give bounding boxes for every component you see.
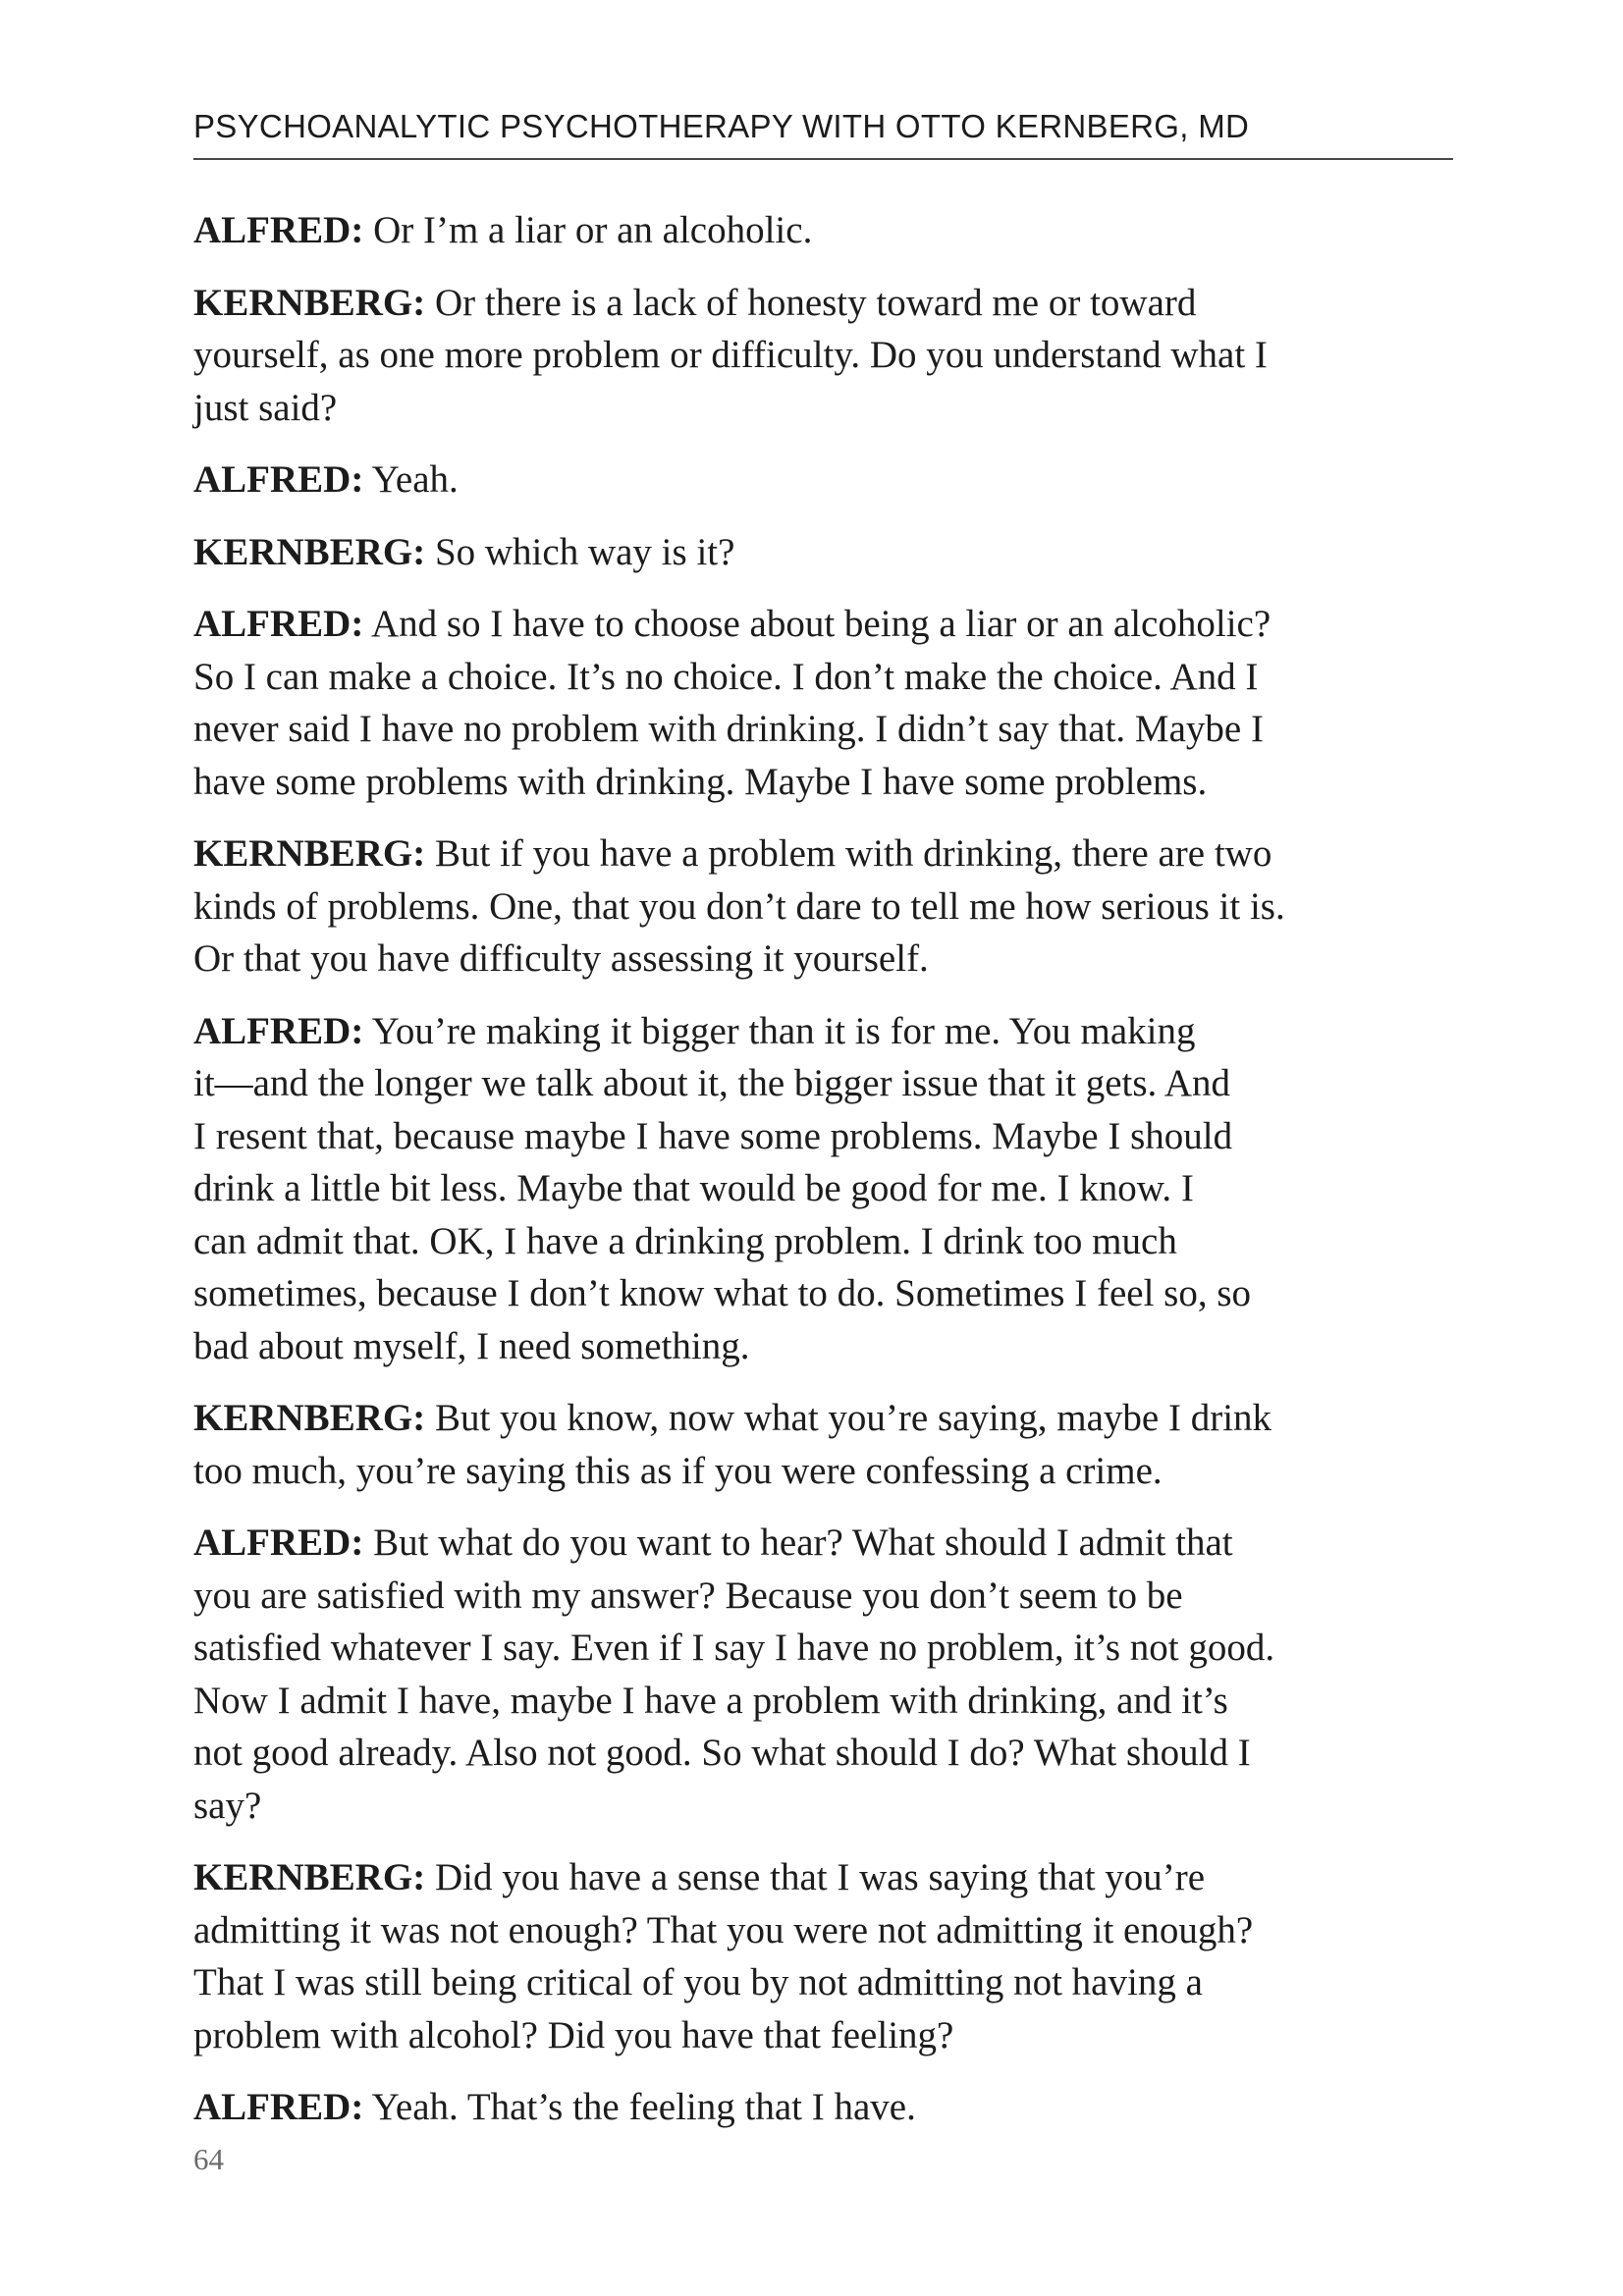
dialogue-line: you are satisfied with my answer? Because you don’t seem to be — [193, 1574, 1183, 1617]
dialogue-line: bad about myself, I need something. — [193, 1324, 750, 1367]
speaker-label: ALFRED: — [193, 1009, 364, 1052]
speaker-label: ALFRED: — [193, 209, 364, 251]
dialogue-line: I resent that, because maybe I have some problems. Maybe I should — [193, 1114, 1233, 1157]
page-number: 64 — [193, 2142, 224, 2176]
speaker-label: KERNBERG: — [193, 832, 426, 875]
transcript-body — [193, 204, 1470, 2154]
dialogue-line: Or there is a lack of honesty toward me or toward — [434, 281, 1197, 324]
dialogue-turn — [193, 598, 1470, 808]
dialogue-line: admitting it was not enough? That you were not admitting it enough? — [193, 1908, 1254, 1951]
dialogue-line: kinds of problems. One, that you don’t dare to tell me how serious it is. — [193, 884, 1285, 928]
dialogue-turn — [193, 2081, 1470, 2134]
dialogue-turn — [193, 1392, 1470, 1497]
speaker-label: ALFRED: — [193, 603, 364, 645]
header-rule-divider — [193, 158, 1453, 160]
speaker-label: ALFRED: — [193, 1522, 364, 1564]
dialogue-line: Did you have a sense that I was saying that you’re — [434, 1856, 1206, 1898]
dialogue-line: problem with alcohol? Did you have that feeling? — [193, 2013, 954, 2056]
dialogue-line: But if you have a problem with drinking, there are two — [434, 832, 1272, 875]
dialogue-line: And so I have to choose about being a liar or an alcoholic? — [370, 603, 1271, 645]
speaker-label: KERNBERG: — [193, 281, 426, 324]
dialogue-line: That I was still being critical of you by not admitting not having a — [193, 1961, 1203, 2003]
dialogue-turn — [193, 204, 1470, 257]
dialogue-line: So which way is it? — [434, 530, 735, 573]
dialogue-line: sometimes, because I don’t know what to do. Sometimes I feel so, so — [193, 1272, 1252, 1314]
dialogue-line: But you know, now what you’re saying, maybe I drink — [434, 1397, 1272, 1439]
dialogue-line: have some problems with drinking. Maybe I have some problems. — [193, 760, 1208, 803]
running-head-title: PSYCHOANALYTIC PSYCHOTHERAPY WITH OTTO KERNBERG, MD — [193, 108, 1250, 144]
speaker-label: ALFRED: — [193, 458, 364, 501]
dialogue-line: But what do you want to hear? What should I admit that — [373, 1522, 1233, 1564]
dialogue-line: Now I admit I have, maybe I have a problem with drinking, and it’s — [193, 1679, 1228, 1722]
speaker-label: KERNBERG: — [193, 530, 426, 573]
dialogue-line: can admit that. OK, I have a drinking problem. I drink too much — [193, 1219, 1177, 1262]
speaker-label: KERNBERG: — [193, 1397, 426, 1439]
dialogue-line: satisfied whatever I say. Even if I say I have no problem, it’s not good. — [193, 1627, 1275, 1669]
dialogue-turn — [193, 1517, 1470, 1832]
dialogue-turn — [193, 1851, 1470, 2061]
dialogue-line: Yeah. — [371, 458, 459, 501]
dialogue-turn — [193, 277, 1470, 435]
dialogue-line: just said? — [193, 386, 338, 429]
dialogue-turn — [193, 526, 1470, 579]
dialogue-line: You’re making it bigger than it is for me. You making — [371, 1009, 1196, 1052]
dialogue-line: it—and the longer we talk about it, the bigger issue that it gets. And — [193, 1062, 1231, 1104]
dialogue-line: Or I’m a liar or an alcoholic. — [373, 209, 813, 251]
dialogue-line: not good already. Also not good. So what should I do? What should I — [193, 1732, 1251, 1774]
dialogue-line: Or that you have difficulty assessing it yourself. — [193, 937, 929, 980]
dialogue-line: yourself, as one more problem or difficulty. Do you understand what I — [193, 334, 1268, 376]
dialogue-turn — [193, 1005, 1470, 1373]
dialogue-line: So I can make a choice. It’s no choice. I don’t make the choice. And I — [193, 655, 1259, 698]
dialogue-line: drink a little bit less. Maybe that would be good for me. I know. I — [193, 1167, 1194, 1209]
speaker-label: KERNBERG: — [193, 1856, 426, 1898]
speaker-label: ALFRED: — [193, 2086, 364, 2128]
dialogue-turn — [193, 828, 1470, 986]
dialogue-line: never said I have no problem with drinking. I didn’t say that. Maybe I — [193, 708, 1264, 750]
dialogue-line: Yeah. That’s the feeling that I have. — [371, 2086, 916, 2128]
dialogue-line: say? — [193, 1784, 262, 1827]
dialogue-line: too much, you’re saying this as if you were confessing a crime. — [193, 1449, 1163, 1492]
dialogue-turn — [193, 454, 1470, 507]
